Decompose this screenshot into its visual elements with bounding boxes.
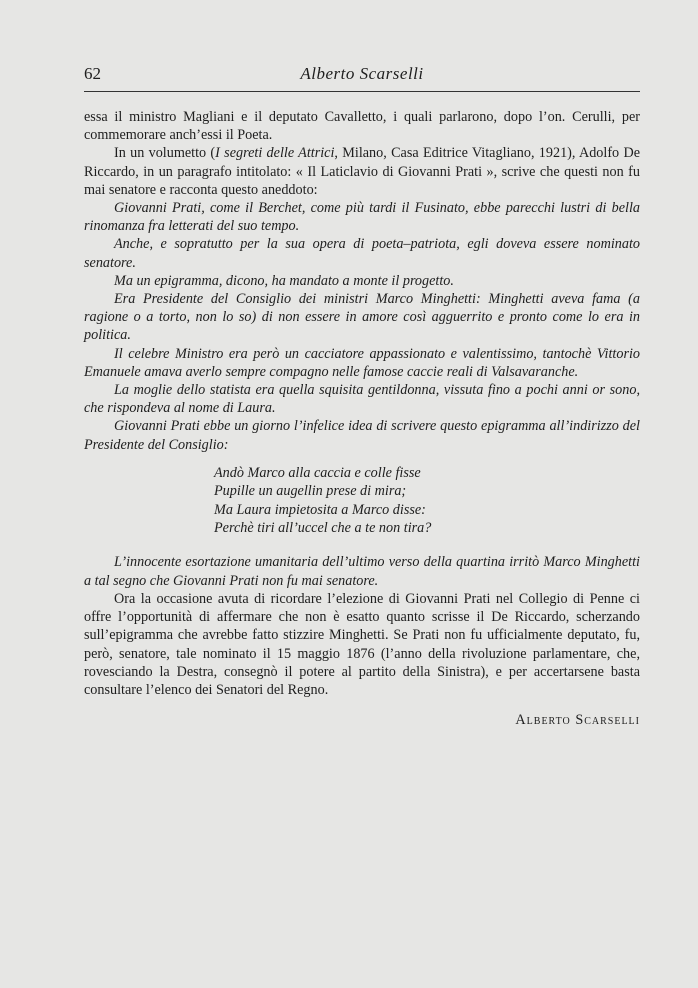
anecdote-paragraph: La moglie dello statista era quella squisita gentildonna, vissuta fino a pochi anni or sono, che rispondeva al nome di Laura. — [84, 382, 640, 417]
epigram — [214, 464, 640, 538]
anecdote-paragraph: Era Presidente del Consiglio dei ministri Marco Minghetti: Minghetti aveva fama (a ragione o a torto, non lo so) di non essere in amore così agguerrito e pronto come lo era in politica. — [84, 291, 640, 344]
volumetto-cont: Adolfo De Riccardo, in un paragrafo intitolato: « Il Laticlavio di Giovanni Prati », scrive che questi non fu mai senatore e racconta questo aneddoto: — [84, 145, 640, 198]
closing-paragraph: Ora la occasione avuta di ricordare l’elezione di Giovanni Prati nel Collegio di Penne ci offre l’opportunità di affermare che non è esatto quanto scrisse il De Riccardo, scherzando sull’epigramma che avrebbe fatto stizzire Minghetti. Se Prati non fu ufficialmente deputato, fu, però, senatore, tale nominato il 15 maggio 1876 (l’anno della rivoluzione parlamentare, che, rovesciando la Destra, consegnò il potere al partito della Sinistra), e per accertarsene basta consultare l’elenco dei Senatori del Regno. — [84, 590, 640, 698]
anecdote-paragraph: Ma un epigramma, dicono, ha mandato a monte il progetto. — [114, 272, 454, 289]
epigram-line: Ma Laura impietosita a Marco disse: — [214, 501, 426, 518]
header-rule — [84, 91, 640, 92]
page-header — [84, 60, 640, 86]
anecdote-paragraph: Giovanni Prati, come il Berchet, come più tardi il Fusinato, ebbe parecchi lustri di bella rinomanza fra letterati del suo tempo. — [84, 200, 640, 235]
anecdote-paragraph: Anche, e sopratutto per la sua opera di poeta–patriota, egli doveva essere nominato senatore. — [84, 236, 640, 271]
article-body — [84, 108, 640, 729]
epigram-line: Andò Marco alla caccia e colle fisse — [214, 464, 421, 481]
epigram-line: Perchè tiri all’uccel che a te non tira? — [214, 520, 432, 537]
anecdote-paragraph: Il celebre Ministro era però un cacciatore appassionato e valentissimo, tantochè Vittorio Emanuele amava averlo sempre compagno nelle famose caccie reali di Valsavaranche. — [84, 345, 640, 380]
anecdote-paragraph: Giovanni Prati ebbe un giorno l’infelice idea di scrivere questo epigramma all’indirizzo del Presidente del Consiglio: — [84, 418, 640, 453]
volumetto-rest: , Milano, Casa Editrice Vitagliano, 1921), — [334, 145, 576, 162]
paragraph-volumetto — [84, 144, 640, 199]
volumetto-lead: In un volumetto ( — [114, 145, 216, 162]
author-signature: Alberto Scarselli — [515, 712, 640, 729]
book-title: I segreti delle Attrici — [215, 145, 335, 162]
paragraph-opening: essa il ministro Magliani e il deputato Cavalletto, i quali parlarono, dopo l’on. Cerulli, per commemorare anch’essi il Poeta. — [84, 109, 640, 144]
page-number: 62 — [84, 64, 101, 83]
running-title: Alberto Scarselli — [300, 64, 424, 83]
epigram-line: Pupille un augellin prese di mira; — [214, 483, 407, 500]
after-poem-paragraph: L’innocente esortazione umanitaria dell’ultimo verso della quartina irritò Marco Minghetti a tal segno che Giovanni Prati non fu mai senatore. — [84, 554, 640, 589]
